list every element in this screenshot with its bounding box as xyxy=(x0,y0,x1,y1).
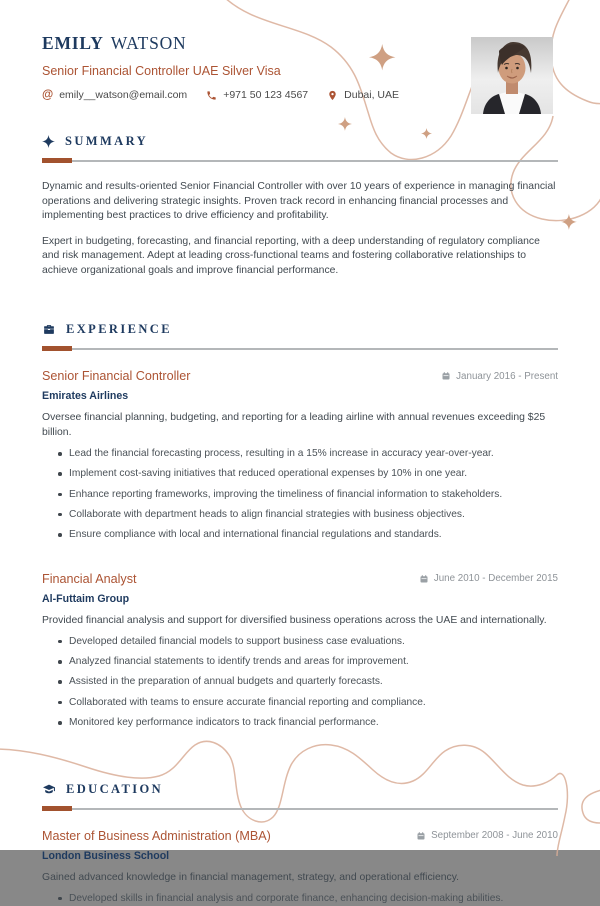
experience-entry xyxy=(42,368,558,541)
section-rule xyxy=(42,806,558,811)
experience-header xyxy=(42,322,558,337)
contact-phone xyxy=(206,88,308,102)
experience-entry xyxy=(42,571,558,730)
briefcase-icon xyxy=(42,323,56,336)
bullet-item: Lead the financial forecasting process, resulting in a 15% increase in accuracy year-over-year. xyxy=(42,447,558,461)
school-name: London Business School xyxy=(42,849,170,862)
job-title: Senior Financial Controller xyxy=(42,369,191,384)
section-rule xyxy=(42,346,558,351)
company-name: Al-Futtaim Group xyxy=(42,592,130,605)
location-text: Dubai, UAE xyxy=(344,89,400,101)
calendar-icon xyxy=(417,832,425,840)
education-header xyxy=(42,782,558,797)
section-rule xyxy=(42,158,558,163)
contact-email xyxy=(42,88,187,102)
contact-location xyxy=(327,88,399,102)
graduation-cap-icon xyxy=(42,783,56,796)
bullet-item: Collaborate with department heads to align financial strategies with business objectives. xyxy=(42,508,558,522)
bullet-item: Collaborated with teams to ensure accurate financial reporting and compliance. xyxy=(42,696,558,710)
education-date-text: September 2008 - June 2010 xyxy=(431,830,558,842)
job-date xyxy=(420,573,558,584)
phone-text: +971 50 123 4567 xyxy=(223,89,309,101)
job-date xyxy=(442,371,558,382)
job-bullets xyxy=(42,447,558,542)
summary-paragraph: Expert in budgeting, forecasting, and financial reporting, with a deep understanding of regulatory compliance and risk management. Adept at leading cross-functional teams and fostering collaborative relationships to achieve organizational goals and improve financial performance. xyxy=(42,235,540,276)
calendar-icon xyxy=(420,575,428,583)
map-pin-icon xyxy=(327,90,338,101)
summary-header xyxy=(42,134,558,149)
bullet-item: Monitored key performance indicators to track financial performance. xyxy=(42,716,558,730)
bullet-item: Ensure compliance with local and international financial regulations and standards. xyxy=(42,528,558,542)
bullet-item: Developed skills in financial analysis and corporate finance, enhancing decision-making abilities. xyxy=(42,892,558,906)
job-bullets xyxy=(42,635,558,730)
email-text: emily__watson@email.com xyxy=(59,89,188,101)
profile-photo xyxy=(471,37,553,114)
last-name: WATSON xyxy=(110,33,187,53)
education-description: Gained advanced knowledge in financial management, strategy, and operational efficiency. xyxy=(42,871,460,883)
company-name: Emirates Airlines xyxy=(42,390,129,403)
bullet-item: Enhance reporting frameworks, improving the timeliness of financial information to stakeholders. xyxy=(42,488,558,502)
education-entry xyxy=(42,828,558,906)
sparkle-icon xyxy=(42,135,55,148)
summary-heading: SUMMARY xyxy=(65,134,149,148)
bullet-item: Analyzed financial statements to identify trends and areas for improvement. xyxy=(42,655,558,669)
job-description: Oversee financial planning, budgeting, and reporting for a leading airline with annual revenues exceeding $25 billion. xyxy=(42,412,546,438)
section-education xyxy=(42,782,558,906)
job-headline: Senior Financial Controller UAE Silver Visa xyxy=(42,64,281,78)
first-name: EMILY xyxy=(42,33,104,53)
education-date xyxy=(417,830,558,841)
education-heading: EDUCATION xyxy=(66,781,164,796)
job-date-text: January 2016 - Present xyxy=(456,370,558,382)
experience-heading: EXPERIENCE xyxy=(66,322,172,337)
job-date-text: June 2010 - December 2015 xyxy=(433,573,558,585)
bullet-item: Implement cost-saving initiatives that reduced operational expenses by 10% in one year. xyxy=(42,467,558,481)
bullet-item: Assisted in the preparation of annual budgets and quarterly forecasts. xyxy=(42,675,558,689)
job-description: Provided financial analysis and support for diversified business operations across the UAE and internationally. xyxy=(42,614,547,626)
summary-paragraph: Dynamic and results-oriented Senior Financial Controller with over 10 years of experience in managing financial operations and delivering strategic insights. Proven track record in enhancing financial processes and implementing best practices to drive efficiency and profitability. xyxy=(42,181,556,222)
bullet-item: Developed detailed financial models to support business case evaluations. xyxy=(42,635,558,649)
calendar-icon xyxy=(442,372,450,380)
job-title: Financial Analyst xyxy=(42,571,137,586)
section-summary xyxy=(42,134,558,278)
section-experience xyxy=(42,322,558,729)
at-icon: @ xyxy=(42,89,54,101)
phone-icon xyxy=(206,90,217,101)
education-bullets xyxy=(42,892,558,906)
degree-title: Master of Business Administration (MBA) xyxy=(42,828,271,843)
